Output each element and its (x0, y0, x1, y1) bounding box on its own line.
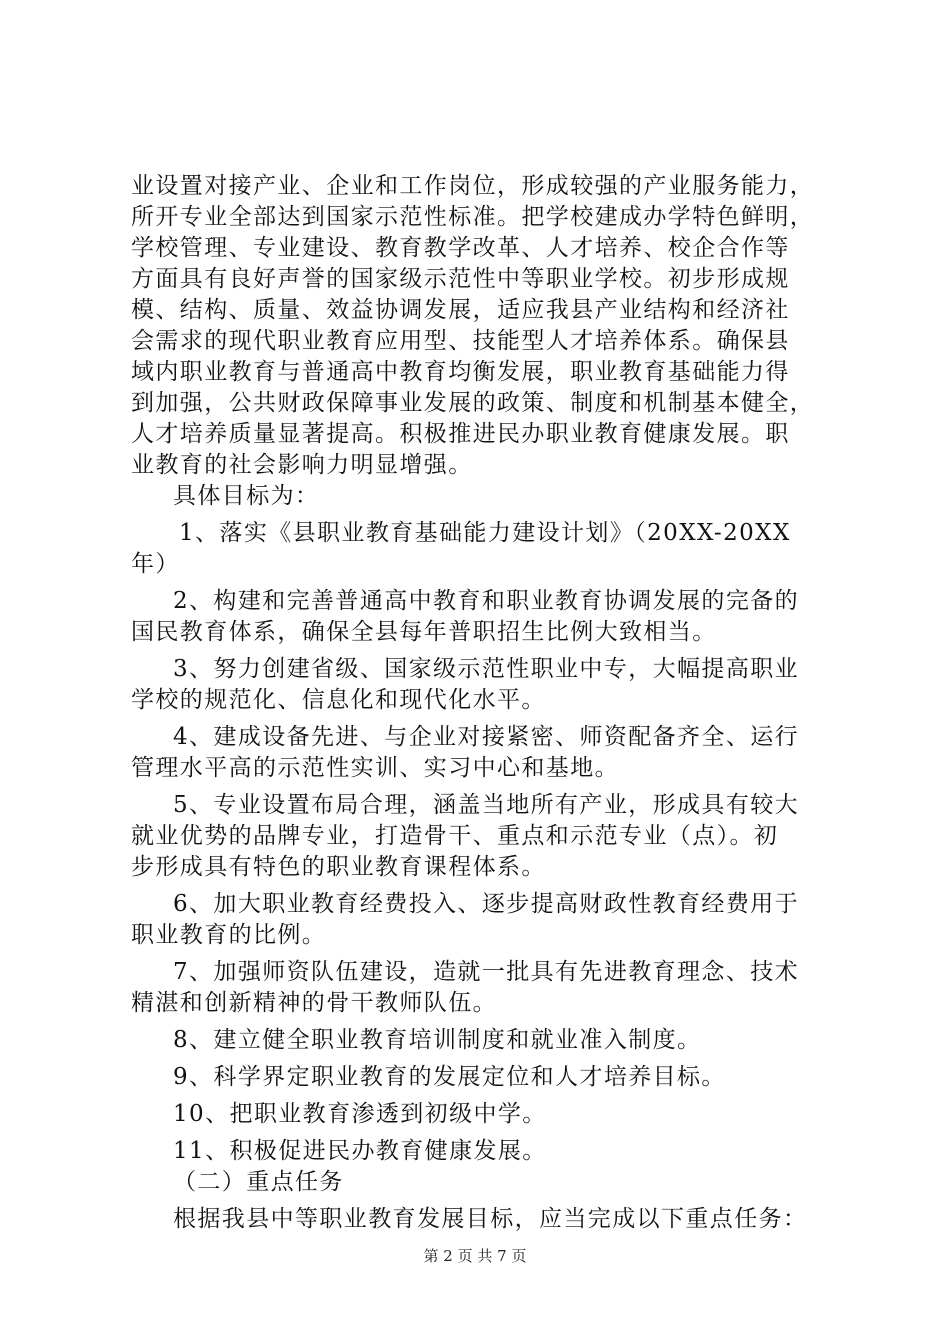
key-tasks-intro: 根据我县中等职业教育发展目标，应当完成以下重点任务： (173, 1206, 808, 1232)
text-line: 模、结构、质量、效益协调发展，适应我县产业结构和经济社 (131, 297, 790, 323)
goal-item-6: 6、加大职业教育经费投入、逐步提高财政性教育经费用于 (173, 891, 800, 917)
goal-item-6-cont: 职业教育的比例。 (131, 922, 327, 948)
goal-item-9: 9、科学界定职业教育的发展定位和人才培养目标。 (173, 1064, 726, 1090)
goal-item-2-cont: 国民教育体系，确保全县每年普职招生比例大致相当。 (131, 619, 717, 645)
goal-item-5-cont: 就业优势的品牌专业，打造骨干、重点和示范专业（点）。初 (131, 823, 779, 849)
goal-item-4-cont: 管理水平高的示范性实训、实习中心和基地。 (131, 755, 619, 781)
page-footer: 第 2 页 共 7 页 (423, 1247, 527, 1265)
goal-item-11: 11、积极促进民办教育健康发展。 (173, 1138, 547, 1164)
goal-item-1: 1、落实《县职业教育基础能力建设计划》（20XX-20XX (179, 520, 791, 546)
text-line: 方面具有良好声誉的国家级示范性中等职业学校。初步形成规 (131, 266, 790, 292)
goal-item-8: 8、建立健全职业教育培训制度和就业准入制度。 (173, 1027, 702, 1053)
text-line: 到加强，公共财政保障事业发展的政策、制度和机制基本健全， (131, 390, 815, 416)
text-line: 人才培养质量显著提高。积极推进民办职业教育健康发展。职 (131, 421, 790, 447)
goal-item-7-cont: 精湛和创新精神的骨干教师队伍。 (131, 990, 497, 1016)
text-line: 所开专业全部达到国家示范性标准。把学校建成办学特色鲜明， (131, 204, 815, 230)
goal-item-3: 3、努力创建省级、国家级示范性职业中专，大幅提高职业 (173, 656, 800, 682)
text-line: 会需求的现代职业教育应用型、技能型人才培养体系。确保县 (131, 328, 790, 354)
subheading-specific-goals: 具体目标为： (173, 483, 320, 509)
goal-item-7: 7、加强师资队伍建设，造就一批具有先进教育理念、技术 (173, 959, 800, 985)
goal-item-3-cont: 学校的规范化、信息化和现代化水平。 (131, 687, 546, 713)
goal-item-10: 10、把职业教育渗透到初级中学。 (173, 1101, 547, 1127)
document-body (131, 171, 841, 1235)
section-heading-key-tasks: （二）重点任务 (173, 1169, 344, 1195)
text-line: 业教育的社会影响力明显增强。 (131, 452, 473, 478)
goal-item-2: 2、构建和完善普通高中教育和职业教育协调发展的完备的 (173, 588, 800, 614)
text-line: 域内职业教育与普通高中教育均衡发展，职业教育基础能力得 (131, 359, 790, 385)
goal-item-4: 4、建成设备先进、与企业对接紧密、师资配备齐全、运行 (173, 724, 800, 750)
goal-item-1-cont: 年） (131, 551, 180, 577)
text-line: 业设置对接产业、企业和工作岗位，形成较强的产业服务能力， (131, 173, 815, 199)
goal-item-5-cont: 步形成具有特色的职业教育课程体系。 (131, 854, 546, 880)
text-line: 学校管理、专业建设、教育教学改革、人才培养、校企合作等 (131, 235, 790, 261)
goal-item-5: 5、专业设置布局合理，涵盖当地所有产业，形成具有较大 (173, 792, 800, 818)
